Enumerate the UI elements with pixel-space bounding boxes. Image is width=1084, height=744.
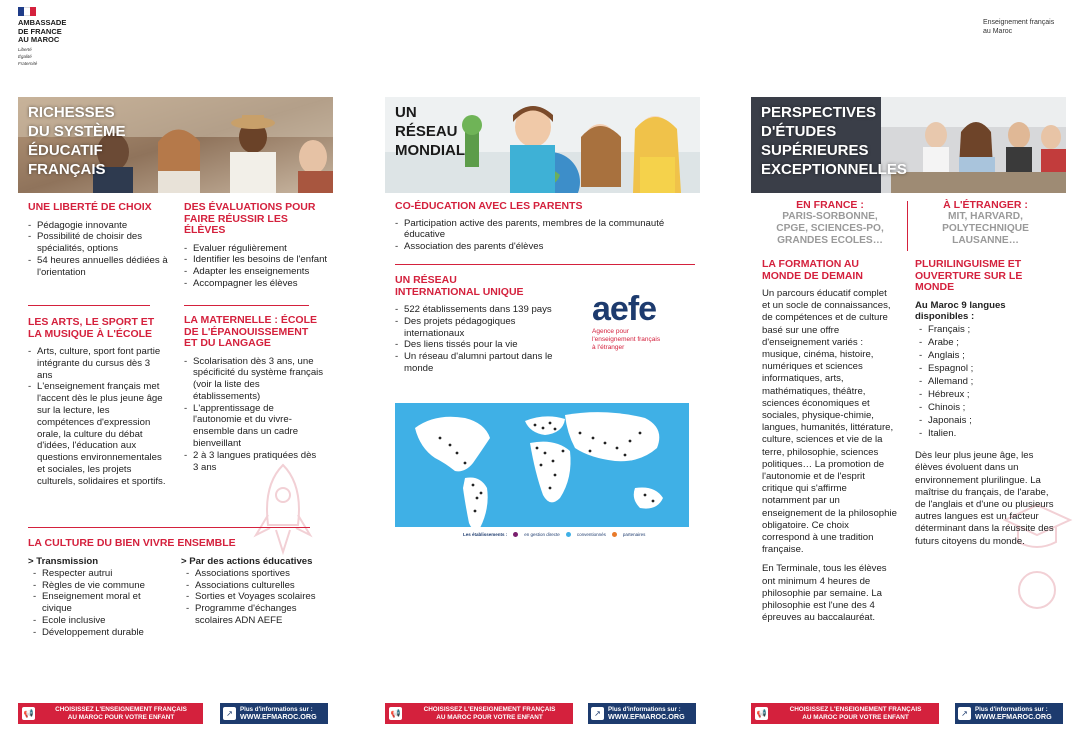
info-link-text <box>975 706 1052 722</box>
plurilinguisme-title-line: PLURILINGUISME ET <box>915 258 1022 270</box>
section-plurilinguisme <box>915 259 1060 548</box>
choose-banner-line: AU MAROC POUR VOTRE ENFANT <box>436 713 543 721</box>
vertical-divider <box>907 201 908 251</box>
divider <box>28 305 150 306</box>
network-title-line: INTERNATIONAL UNIQUE <box>395 285 524 298</box>
list-item: - Participation active des parents, membres de la communauté éducative <box>395 218 695 242</box>
list-item: - Scolarisation dès 3 ans, une spécificité du système français (voir la liste des établissements) <box>184 356 324 403</box>
etranger-line: POLYTECHNIQUE <box>942 223 1029 234</box>
info-link-line: Plus d'informations sur : <box>240 705 313 713</box>
plurilinguisme-title <box>915 259 1060 294</box>
list-item: - Règles de vie commune <box>33 580 173 592</box>
megaphone-icon: 📢 <box>756 709 767 718</box>
transmission-heading: > Transmission <box>28 556 99 567</box>
en-france-line: GRANDES ECOLES… <box>777 235 883 246</box>
choose-banner-text <box>406 706 573 721</box>
megaphone-icon: 📢 <box>390 709 401 718</box>
choose-banner-line: CHOISISSEZ L'ENSEIGNEMENT FRANÇAIS <box>423 706 556 713</box>
list-item: - Pédagogie innovante <box>28 220 173 232</box>
list-item: - Programme d'échanges scolaires ADN AEFE <box>186 603 326 627</box>
legend-item: conventionnés <box>576 532 606 537</box>
list-item: - Ecole inclusive <box>33 615 173 627</box>
info-link-url: WWW.EFMAROC.ORG <box>240 712 317 721</box>
panel-richesses <box>18 97 333 193</box>
list-item: - L'enseignement français met l'accent dès le plus jeune âge sur la lecture, les compétences d'expression orale, la culture du débat d'idées, l'éducation aux questions environnementales et sociales, les projets culturels, solidaires et sportifs. <box>28 381 168 487</box>
en-france-title: EN FRANCE : <box>796 199 864 211</box>
choose-banner[interactable] <box>18 703 203 724</box>
language-item: - Espagnol ; <box>919 362 1060 375</box>
section-maternelle <box>184 315 324 473</box>
aefe-tagline-line: Agence pour <box>592 328 629 335</box>
panel1-title-line: DU SYSTÈME <box>28 123 126 140</box>
choose-banner[interactable] <box>385 703 573 724</box>
section-liberte-choix <box>28 202 173 278</box>
list-item: - Des projets pédagogiques internationaux <box>395 316 560 340</box>
choose-banner-text <box>39 706 203 721</box>
list-item: - Développement durable <box>33 627 173 639</box>
panel2-title-line: RÉSEAU <box>395 123 458 140</box>
language-item: - Hébreux ; <box>919 388 1060 401</box>
language-item: - Chinois ; <box>919 401 1060 414</box>
section-etranger <box>913 199 1058 247</box>
aefe-tagline <box>592 328 687 352</box>
maternelle-title-line: LA MATERNELLE : ÉCOLE <box>184 314 317 326</box>
culture-col-transmission <box>28 556 173 639</box>
list-item: - 2 à 3 langues pratiquées dès 3 ans <box>184 450 324 474</box>
section-coeducation <box>395 201 695 253</box>
divider <box>184 305 309 306</box>
logo-line-1: AMBASSADE <box>18 18 67 27</box>
list-item: - Enseignement moral et civique <box>33 591 173 615</box>
info-link[interactable] <box>588 703 696 724</box>
world-map <box>395 403 689 557</box>
evaluations-title-line: FAIRE RÉUSSIR LES ÉLÈVES <box>184 212 288 236</box>
map-legend-label: Les établissements : <box>463 532 508 537</box>
panel1-title-line: ÉDUCATIF <box>28 142 103 159</box>
en-france-line: CPGE, SCIENCES-PO, <box>776 223 884 234</box>
formation-title <box>762 259 897 282</box>
culture-col-actions <box>181 556 326 627</box>
footer-panel3 <box>751 703 1052 724</box>
etranger-line: MIT, HARVARD, <box>948 211 1023 222</box>
panel3-title-line: D'ÉTUDES <box>761 123 837 140</box>
evaluations-title <box>184 202 329 237</box>
actions-heading: > Par des actions éducatives <box>181 556 313 567</box>
panel3-title-line: PERSPECTIVES <box>761 104 877 121</box>
en-france-line: PARIS-SORBONNE, <box>782 211 878 222</box>
languages-intro: Au Maroc 9 langues disponibles : <box>915 299 1006 323</box>
header-tagline-line-1: Enseignement français <box>983 19 1055 26</box>
section-network <box>395 275 560 375</box>
choose-banner-line: AU MAROC POUR VOTRE ENFANT <box>802 713 909 721</box>
language-item: - Arabe ; <box>919 336 1060 349</box>
arts-title <box>28 317 168 340</box>
list-item: - Identifier les besoins de l'enfant <box>184 254 329 266</box>
legend-purple-dot-icon <box>513 532 518 537</box>
hero-image-classroom <box>751 97 1066 193</box>
list-item: - Adapter les enseignements <box>184 266 329 278</box>
logo-line-3: AU MAROC <box>18 35 60 44</box>
etranger-line: LAUSANNE… <box>952 235 1019 246</box>
cursor-click-icon: ↗ <box>223 707 236 720</box>
header-tagline-line-2: au Maroc <box>983 28 1013 35</box>
aefe-tagline-line: à l'étranger <box>592 344 625 351</box>
panel3-title <box>761 103 907 179</box>
formation-title-line: MONDE DE DEMAIN <box>762 269 863 282</box>
legend-item: en gestion directe <box>524 532 560 537</box>
list-item: - 54 heures annuelles dédiées à l'orientation <box>28 255 173 279</box>
embassy-logo <box>18 7 98 66</box>
legend-item: partenaires <box>622 532 646 537</box>
hero-image-students <box>18 97 333 193</box>
legend-blue-dot-icon <box>566 532 571 537</box>
footer-panel1 <box>18 703 317 724</box>
map-legend <box>463 532 645 537</box>
list-item: - Associations culturelles <box>186 580 326 592</box>
language-item: - Allemand ; <box>919 375 1060 388</box>
language-item: - Italien. <box>919 427 1060 440</box>
divider <box>28 527 310 528</box>
choose-banner-line: AU MAROC POUR VOTRE ENFANT <box>67 713 175 721</box>
panel2-title-line: MONDIAL <box>395 142 465 159</box>
list-item: - Arts, culture, sport font partie intégrante du cursus dès 3 ans <box>28 346 168 381</box>
aefe-tagline-line: l'enseignement français <box>592 336 661 343</box>
network-title-line: UN RÉSEAU <box>395 274 457 286</box>
info-link-url: WWW.EFMAROC.ORG <box>608 712 685 721</box>
list-item: - Accompagner les élèves <box>184 278 329 290</box>
motto-3: Fraternité <box>18 60 38 66</box>
panel2-title <box>395 103 465 160</box>
formation-text: Un parcours éducatif complet et un socle de connaissances, de compétences et de culture basé sur une offre d'enseignement variés : musique, cinéma, histoire, numériques et sciences informatiques, arts, mathématiques, théâtre, sciences économiques et sociales, physique-chimie, langues, humanités, littérature, culture, sciences et vie de la terre, philosophie, sciences politiques… La promotion de l'autonomie et de l'esprit critique qui s'affirme notamment par un enseignement de la philosophie obligatoire. Ce choix correspond à une tradition française. <box>762 288 897 556</box>
maternelle-title-line: ET DU LANGAGE <box>184 337 271 349</box>
evaluations-title-line: DES ÉVALUATIONS POUR <box>184 201 316 213</box>
hero-image-children <box>385 97 700 193</box>
motto-2: Égalité <box>18 53 32 59</box>
panel1-title-line: RICHESSES <box>28 104 115 121</box>
maternelle-title <box>184 315 324 350</box>
panel3-title-line: SUPÉRIEURES <box>761 142 869 159</box>
divider <box>395 264 695 265</box>
liberte-choix-title: UNE LIBERTÉ DE CHOIX <box>28 201 152 213</box>
etranger-title: À L'ÉTRANGER : <box>943 199 1028 211</box>
aefe-wordmark: aefe <box>592 290 657 328</box>
choose-banner-line: CHOISISSEZ L'ENSEIGNEMENT FRANÇAIS <box>55 706 187 713</box>
cursor-click-icon: ↗ <box>958 707 971 720</box>
network-title <box>395 275 560 298</box>
arts-title-line: LA MUSIQUE À L'ÉCOLE <box>28 327 153 340</box>
panel2-title-line: UN <box>395 104 417 121</box>
coeducation-title: CO-ÉDUCATION AVEC LES PARENTS <box>395 200 583 212</box>
list-item: - Des liens tissés pour la vie <box>395 339 560 351</box>
section-en-france <box>760 199 900 247</box>
panel-reseau <box>385 97 700 193</box>
french-flag-icon <box>18 7 36 16</box>
list-item: - Sorties et Voyages scolaires <box>186 591 326 603</box>
plurilinguisme-title-line: OUVERTURE SUR LE MONDE <box>915 269 1023 293</box>
list-item: - L'apprentissage de l'autonomie et du vivre-ensemble dans un cadre bienveillant <box>184 403 324 450</box>
choose-banner-line: CHOISISSEZ L'ENSEIGNEMENT FRANÇAIS <box>789 706 922 713</box>
section-evaluations <box>184 202 329 290</box>
formation-title-line: LA FORMATION AU <box>762 258 860 270</box>
culture-title: LA CULTURE DU BIEN VIVRE ENSEMBLE <box>28 537 236 549</box>
header-tagline <box>983 18 1073 36</box>
info-link-text <box>608 706 685 722</box>
etranger-schools <box>913 211 1058 247</box>
motto-1: Liberté <box>18 46 32 52</box>
megaphone-icon: 📢 <box>23 709 34 718</box>
aefe-logo <box>592 292 687 352</box>
info-link-text <box>240 706 317 722</box>
panel1-title <box>28 103 126 179</box>
list-item: - Possibilité de choisir des spécialités, options <box>28 231 173 255</box>
language-item: - Anglais ; <box>919 349 1060 362</box>
cursor-click-icon: ↗ <box>591 707 604 720</box>
logo-line-2: DE FRANCE <box>18 26 62 36</box>
arts-title-line: LES ARTS, LE SPORT ET <box>28 316 155 328</box>
list-item: - Evaluer régulièrement <box>184 243 329 255</box>
info-link-line: Plus d'informations sur : <box>975 705 1048 713</box>
footer-panel2 <box>385 703 685 724</box>
info-link[interactable] <box>955 703 1063 724</box>
plurilinguisme-text: Dès leur plus jeune âge, les élèves évoluent dans un environnement plurilingue. La maîtrise du français, de l'arabe, de l'anglais et d'une ou plusieurs autres langues est un facteur déterminant dans la réussite des futurs citoyens du monde. <box>915 450 1054 547</box>
panel-perspectives <box>751 97 1066 193</box>
info-link-url: WWW.EFMAROC.ORG <box>975 712 1052 721</box>
legend-orange-dot-icon <box>612 532 617 537</box>
en-france-schools <box>760 211 900 247</box>
terminale-text: En Terminale, tous les élèves ont minimum 4 heures de philosophie par semaine. La philosophie est l'une des 4 épreuves au baccalauréat. <box>762 563 887 624</box>
list-item: - Respecter autrui <box>33 568 173 580</box>
panel1-title-line: FRANÇAIS <box>28 161 106 178</box>
language-item: - Japonais ; <box>919 414 1060 427</box>
panel3-title-line: EXCEPTIONNELLES <box>761 161 907 178</box>
info-link[interactable] <box>220 703 328 724</box>
section-formation <box>762 259 897 624</box>
list-item: - Associations sportives <box>186 568 326 580</box>
choose-banner-text <box>772 706 939 721</box>
info-link-line: Plus d'informations sur : <box>608 705 681 713</box>
choose-banner[interactable] <box>751 703 939 724</box>
list-item: - 522 établissements dans 139 pays <box>395 304 560 316</box>
section-culture <box>28 538 318 550</box>
section-arts <box>28 317 168 488</box>
list-item: - Un réseau d'alumni partout dans le monde <box>395 351 560 375</box>
maternelle-title-line: DE L'ÉPANOUISSEMENT <box>184 325 309 338</box>
list-item: - Association des parents d'élèves <box>395 241 695 253</box>
language-item: - Français ; <box>919 323 1060 336</box>
